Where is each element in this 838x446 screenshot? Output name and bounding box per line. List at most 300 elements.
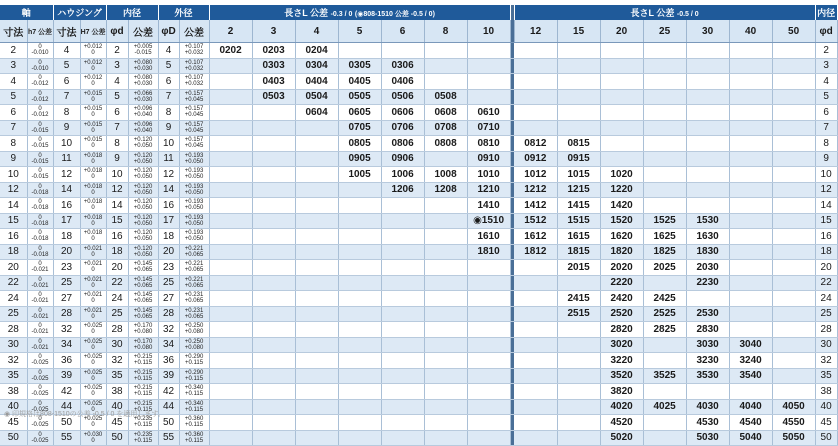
outer-diameter-tolerance-cell-value: +0.193 bbox=[184, 168, 204, 175]
outer-diameter-tolerance-cell-value: +0.045 bbox=[184, 143, 204, 150]
part-number-cell bbox=[729, 244, 772, 260]
outer-diameter-cell: 20 bbox=[158, 244, 179, 260]
part-number-cell bbox=[424, 198, 467, 214]
housing-H7-tolerance-cell-value: 0 bbox=[91, 298, 95, 305]
part-number-cell bbox=[729, 89, 772, 105]
shaft-h7-tolerance-cell bbox=[27, 306, 53, 322]
inner-diameter-right-cell: 30 bbox=[815, 337, 837, 353]
part-number-cell bbox=[686, 89, 729, 105]
part-number-cell bbox=[295, 151, 338, 167]
housing-H7-tolerance-cell bbox=[80, 136, 106, 152]
shaft-h7-tolerance-cell bbox=[27, 58, 53, 74]
part-number-cell bbox=[295, 244, 338, 260]
housing-H7-tolerance-cell bbox=[80, 368, 106, 384]
shaft-h7-tolerance-cell-value: -0.021 bbox=[31, 313, 49, 320]
part-number-cell bbox=[295, 430, 338, 446]
part-number-cell: 0203 bbox=[252, 43, 295, 59]
part-number-cell bbox=[772, 182, 815, 198]
part-number-cell: 0805 bbox=[338, 136, 381, 152]
col-header-phi-d: φd bbox=[106, 20, 128, 43]
shaft-h7-tolerance-cell-value: -0.012 bbox=[31, 96, 49, 103]
header-length-left bbox=[209, 5, 510, 20]
part-number-cell bbox=[600, 58, 643, 74]
length-right-tolerance: -0.5 / 0 bbox=[676, 11, 699, 18]
part-number-cell bbox=[252, 306, 295, 322]
part-number-cell bbox=[557, 105, 600, 121]
housing-H7-tolerance-cell-value: +0.025 bbox=[83, 338, 103, 345]
outer-diameter-tolerance-cell-value: +0.221 bbox=[184, 245, 204, 252]
part-number-cell: 0506 bbox=[381, 89, 424, 105]
table-row bbox=[0, 368, 837, 384]
housing-size-cell: 34 bbox=[53, 337, 80, 353]
housing-size-cell: 11 bbox=[53, 151, 80, 167]
inner-diameter-cell: 3 bbox=[106, 58, 128, 74]
inner-diameter-right-cell: 10 bbox=[815, 167, 837, 183]
housing-H7-tolerance-cell-value: +0.015 bbox=[83, 106, 103, 113]
shaft-h7-tolerance-cell-value: 0 bbox=[38, 261, 42, 268]
part-number-cell bbox=[686, 105, 729, 121]
part-number-cell bbox=[643, 58, 686, 74]
outer-diameter-tolerance-cell-value: +0.221 bbox=[184, 261, 204, 268]
part-number-cell bbox=[772, 275, 815, 291]
shaft-size-cell: 50 bbox=[0, 430, 27, 446]
outer-diameter-tolerance-cell bbox=[179, 399, 209, 415]
inner-diameter-right-cell: 25 bbox=[815, 306, 837, 322]
part-number-cell: 1830 bbox=[686, 244, 729, 260]
outer-diameter-cell: 39 bbox=[158, 368, 179, 384]
part-number-cell bbox=[295, 353, 338, 369]
outer-diameter-cell: 42 bbox=[158, 384, 179, 400]
part-number-cell bbox=[338, 399, 381, 415]
part-number-cell bbox=[643, 384, 686, 400]
inner-diameter-tolerance-cell-value: +0.040 bbox=[133, 127, 153, 134]
outer-diameter-tolerance-cell bbox=[179, 368, 209, 384]
housing-H7-tolerance-cell bbox=[80, 430, 106, 446]
outer-diameter-tolerance-cell-value: +0.107 bbox=[184, 75, 204, 82]
part-number-cell: 1410 bbox=[467, 198, 510, 214]
part-number-cell: 0204 bbox=[295, 43, 338, 59]
housing-size-cell: 39 bbox=[53, 368, 80, 384]
inner-diameter-right-cell: 50 bbox=[815, 430, 837, 446]
inner-diameter-right-cell: 5 bbox=[815, 89, 837, 105]
outer-diameter-tolerance-cell-value: +0.290 bbox=[184, 354, 204, 361]
part-number-cell: 4020 bbox=[600, 399, 643, 415]
part-number-cell: 0403 bbox=[252, 74, 295, 90]
part-number-cell bbox=[514, 415, 557, 431]
housing-H7-tolerance-cell bbox=[80, 337, 106, 353]
inner-diameter-tolerance-cell bbox=[128, 43, 158, 59]
housing-H7-tolerance-cell bbox=[80, 275, 106, 291]
col-header-length-right: 50 bbox=[772, 20, 815, 43]
shaft-h7-tolerance-cell-value: 0 bbox=[38, 168, 42, 175]
housing-H7-tolerance-cell bbox=[80, 322, 106, 338]
part-number-cell bbox=[424, 43, 467, 59]
part-number-cell bbox=[514, 260, 557, 276]
inner-diameter-cell: 38 bbox=[106, 384, 128, 400]
shaft-h7-tolerance-cell bbox=[27, 430, 53, 446]
housing-size-cell: 9 bbox=[53, 120, 80, 136]
part-number-cell bbox=[514, 430, 557, 446]
part-number-cell bbox=[424, 260, 467, 276]
housing-size-cell: 10 bbox=[53, 136, 80, 152]
col-header-size: 寸法 bbox=[0, 20, 27, 43]
outer-diameter-tolerance-cell-value: +0.115 bbox=[185, 360, 204, 367]
outer-diameter-tolerance-cell bbox=[179, 384, 209, 400]
part-number-cell bbox=[381, 368, 424, 384]
part-number-cell bbox=[381, 415, 424, 431]
col-header-length-left: 2 bbox=[209, 20, 252, 43]
housing-H7-tolerance-cell-value: +0.015 bbox=[83, 90, 103, 97]
part-number-cell bbox=[295, 275, 338, 291]
part-number-cell bbox=[467, 275, 510, 291]
part-number-cell bbox=[772, 306, 815, 322]
part-number-cell: 1412 bbox=[514, 198, 557, 214]
part-number-cell bbox=[643, 89, 686, 105]
part-number-cell bbox=[643, 275, 686, 291]
part-number-cell: 1530 bbox=[686, 213, 729, 229]
outer-diameter-tolerance-cell-value: +0.193 bbox=[184, 199, 204, 206]
part-number-cell: 0505 bbox=[338, 89, 381, 105]
inner-diameter-tolerance-cell-value: +0.115 bbox=[134, 406, 153, 413]
housing-H7-tolerance-cell-value: +0.025 bbox=[83, 385, 103, 392]
part-number-cell bbox=[338, 229, 381, 245]
housing-H7-tolerance-cell-value: +0.025 bbox=[83, 369, 103, 376]
part-number-cell: 0306 bbox=[381, 58, 424, 74]
shaft-h7-tolerance-cell bbox=[27, 260, 53, 276]
part-number-cell bbox=[424, 368, 467, 384]
part-number-cell bbox=[600, 43, 643, 59]
part-number-cell: 2220 bbox=[600, 275, 643, 291]
shaft-size-cell: 6 bbox=[0, 105, 27, 121]
outer-diameter-cell: 27 bbox=[158, 291, 179, 307]
housing-H7-tolerance-cell-value: 0 bbox=[91, 236, 95, 243]
housing-H7-tolerance-cell-value: 0 bbox=[91, 189, 95, 196]
part-number-cell bbox=[557, 43, 600, 59]
outer-diameter-tolerance-cell-value: +0.080 bbox=[184, 329, 204, 336]
part-number-cell bbox=[295, 120, 338, 136]
table-row bbox=[0, 337, 837, 353]
part-number-cell bbox=[252, 213, 295, 229]
outer-diameter-tolerance-cell bbox=[179, 244, 209, 260]
shaft-h7-tolerance-cell bbox=[27, 244, 53, 260]
shaft-h7-tolerance-cell-value: 0 bbox=[38, 292, 42, 299]
part-number-cell bbox=[381, 430, 424, 446]
housing-size-cell: 16 bbox=[53, 198, 80, 214]
part-number-cell bbox=[338, 182, 381, 198]
shaft-size-cell: 35 bbox=[0, 368, 27, 384]
outer-diameter-tolerance-cell-value: +0.045 bbox=[184, 96, 204, 103]
outer-diameter-tolerance-cell-value: +0.157 bbox=[184, 137, 204, 144]
outer-diameter-tolerance-cell bbox=[179, 213, 209, 229]
part-number-cell bbox=[772, 213, 815, 229]
inner-diameter-tolerance-cell-value: +0.050 bbox=[133, 158, 153, 165]
housing-H7-tolerance-cell-value: 0 bbox=[91, 422, 95, 429]
outer-diameter-tolerance-cell bbox=[179, 182, 209, 198]
inner-diameter-tolerance-cell-value: +0.170 bbox=[133, 338, 153, 345]
inner-diameter-cell: 15 bbox=[106, 213, 128, 229]
table-row bbox=[0, 58, 837, 74]
housing-H7-tolerance-cell bbox=[80, 74, 106, 90]
housing-H7-tolerance-cell-value: +0.021 bbox=[83, 276, 103, 283]
housing-H7-tolerance-cell-value: 0 bbox=[91, 251, 95, 258]
inner-diameter-tolerance-cell bbox=[128, 213, 158, 229]
inner-diameter-tolerance-cell-value: +0.115 bbox=[134, 422, 153, 429]
housing-size-cell: 7 bbox=[53, 89, 80, 105]
part-number-cell bbox=[729, 167, 772, 183]
inner-diameter-cell: 35 bbox=[106, 368, 128, 384]
outer-diameter-tolerance-cell-value: +0.045 bbox=[184, 127, 204, 134]
shaft-h7-tolerance-cell-value: 0 bbox=[38, 44, 42, 51]
part-number-cell bbox=[600, 151, 643, 167]
part-number-cell bbox=[381, 306, 424, 322]
inner-diameter-cell: 18 bbox=[106, 244, 128, 260]
inner-diameter-right-cell: 32 bbox=[815, 353, 837, 369]
outer-diameter-tolerance-cell-value: +0.360 bbox=[184, 431, 204, 438]
col-header-length-right: 40 bbox=[729, 20, 772, 43]
part-number-cell bbox=[467, 384, 510, 400]
part-number-cell bbox=[295, 322, 338, 338]
outer-diameter-cell: 18 bbox=[158, 229, 179, 245]
part-number-cell: 1515 bbox=[557, 213, 600, 229]
outer-diameter-cell: 55 bbox=[158, 430, 179, 446]
inner-diameter-cell: 14 bbox=[106, 198, 128, 214]
part-number-cell bbox=[729, 260, 772, 276]
part-number-cell bbox=[424, 430, 467, 446]
inner-diameter-right-cell: 8 bbox=[815, 136, 837, 152]
inner-diameter-tolerance-cell-value: +0.215 bbox=[133, 354, 153, 361]
inner-diameter-cell: 32 bbox=[106, 353, 128, 369]
housing-H7-tolerance-cell bbox=[80, 291, 106, 307]
outer-diameter-cell: 7 bbox=[158, 89, 179, 105]
outer-diameter-tolerance-cell-value: +0.340 bbox=[184, 400, 204, 407]
shaft-size-cell: 24 bbox=[0, 291, 27, 307]
part-number-cell bbox=[424, 399, 467, 415]
part-number-cell bbox=[729, 322, 772, 338]
inner-diameter-cell: 5 bbox=[106, 89, 128, 105]
inner-diameter-tolerance-cell bbox=[128, 198, 158, 214]
shaft-size-cell: 9 bbox=[0, 151, 27, 167]
outer-diameter-tolerance-cell bbox=[179, 353, 209, 369]
part-number-cell bbox=[295, 399, 338, 415]
inner-diameter-tolerance-cell-value: +0.050 bbox=[133, 174, 153, 181]
inner-diameter-right-cell: 2 bbox=[815, 43, 837, 59]
part-number-cell: 1625 bbox=[643, 229, 686, 245]
inner-diameter-tolerance-cell bbox=[128, 229, 158, 245]
part-number-cell bbox=[686, 120, 729, 136]
housing-size-cell: 17 bbox=[53, 213, 80, 229]
housing-H7-tolerance-cell-value: 0 bbox=[91, 267, 95, 274]
shaft-h7-tolerance-cell-value: -0.010 bbox=[31, 65, 49, 72]
shaft-h7-tolerance-cell bbox=[27, 120, 53, 136]
inner-diameter-tolerance-cell bbox=[128, 291, 158, 307]
shaft-size-cell: 16 bbox=[0, 229, 27, 245]
part-number-cell bbox=[729, 291, 772, 307]
part-number-cell bbox=[729, 182, 772, 198]
shaft-h7-tolerance-cell bbox=[27, 198, 53, 214]
part-number-cell: 1006 bbox=[381, 167, 424, 183]
part-number-cell bbox=[467, 353, 510, 369]
part-number-cell: 1525 bbox=[643, 213, 686, 229]
inner-diameter-cell: 7 bbox=[106, 120, 128, 136]
shaft-size-cell: 32 bbox=[0, 353, 27, 369]
outer-diameter-tolerance-cell-value: +0.250 bbox=[184, 338, 204, 345]
length-left-tolerance: -0.3 / 0 bbox=[330, 11, 353, 18]
housing-H7-tolerance-cell bbox=[80, 120, 106, 136]
part-number-cell bbox=[381, 353, 424, 369]
part-number-cell: 1815 bbox=[557, 244, 600, 260]
table-row bbox=[0, 167, 837, 183]
outer-diameter-cell: 36 bbox=[158, 353, 179, 369]
shaft-h7-tolerance-cell bbox=[27, 213, 53, 229]
part-number-cell: 1615 bbox=[557, 229, 600, 245]
inner-diameter-tolerance-cell-value: +0.215 bbox=[133, 385, 153, 392]
part-number-cell bbox=[514, 43, 557, 59]
part-number-cell bbox=[209, 384, 252, 400]
outer-diameter-tolerance-cell bbox=[179, 430, 209, 446]
housing-H7-tolerance-cell-value: +0.025 bbox=[83, 354, 103, 361]
housing-H7-tolerance-cell bbox=[80, 198, 106, 214]
part-number-cell: 5030 bbox=[686, 430, 729, 446]
outer-diameter-cell: 8 bbox=[158, 105, 179, 121]
part-number-cell bbox=[729, 105, 772, 121]
part-number-cell: 1415 bbox=[557, 198, 600, 214]
inner-diameter-right-cell: 20 bbox=[815, 260, 837, 276]
part-number-cell bbox=[467, 368, 510, 384]
table-row bbox=[0, 151, 837, 167]
part-number-cell bbox=[643, 105, 686, 121]
part-number-cell: 3525 bbox=[643, 368, 686, 384]
part-number-cell: 4540 bbox=[729, 415, 772, 431]
part-number-cell bbox=[772, 384, 815, 400]
housing-H7-tolerance-cell-value: 0 bbox=[91, 81, 95, 88]
housing-H7-tolerance-cell-value: 0 bbox=[91, 437, 95, 444]
part-number-cell bbox=[514, 74, 557, 90]
outer-diameter-tolerance-cell-value: +0.050 bbox=[184, 189, 204, 196]
inner-diameter-right-cell: 28 bbox=[815, 322, 837, 338]
footnote: ◉ 印規格は808-1510の公差 -0.5 / 0 を適用します。 bbox=[4, 411, 165, 418]
part-number-cell bbox=[209, 182, 252, 198]
part-number-cell: 2825 bbox=[643, 322, 686, 338]
part-number-cell bbox=[424, 244, 467, 260]
outer-diameter-cell: 17 bbox=[158, 213, 179, 229]
part-number-cell: 0503 bbox=[252, 89, 295, 105]
part-number-cell bbox=[295, 229, 338, 245]
shaft-h7-tolerance-cell-value: 0 bbox=[38, 431, 42, 438]
part-number-cell bbox=[295, 260, 338, 276]
part-number-cell bbox=[729, 43, 772, 59]
shaft-size-cell: 18 bbox=[0, 244, 27, 260]
part-number-cell bbox=[772, 43, 815, 59]
part-number-cell bbox=[643, 337, 686, 353]
part-number-cell bbox=[252, 198, 295, 214]
header-outer-diameter: 外径 bbox=[158, 5, 209, 20]
part-number-cell: 0608 bbox=[424, 105, 467, 121]
outer-diameter-tolerance-cell bbox=[179, 74, 209, 90]
housing-size-cell: 18 bbox=[53, 229, 80, 245]
inner-diameter-tolerance-cell-value: +0.120 bbox=[133, 168, 153, 175]
housing-size-cell: 28 bbox=[53, 306, 80, 322]
housing-size-cell: 8 bbox=[53, 105, 80, 121]
part-number-cell: 0604 bbox=[295, 105, 338, 121]
shaft-h7-tolerance-cell-value: -0.025 bbox=[31, 406, 49, 413]
inner-diameter-tolerance-cell-value: +0.120 bbox=[133, 245, 153, 252]
part-number-cell bbox=[643, 43, 686, 59]
part-number-cell bbox=[338, 368, 381, 384]
part-number-cell bbox=[514, 89, 557, 105]
inner-diameter-right-cell: 4 bbox=[815, 74, 837, 90]
shaft-h7-tolerance-cell bbox=[27, 384, 53, 400]
inner-diameter-tolerance-cell-value: -0.015 bbox=[134, 50, 152, 57]
part-number-cell bbox=[295, 415, 338, 431]
part-number-cell bbox=[424, 415, 467, 431]
part-number-cell: 0915 bbox=[557, 151, 600, 167]
part-number-cell bbox=[209, 74, 252, 90]
housing-H7-tolerance-cell-value: 0 bbox=[91, 127, 95, 134]
inner-diameter-tolerance-cell bbox=[128, 322, 158, 338]
inner-diameter-tolerance-cell-value: +0.120 bbox=[133, 183, 153, 190]
table-row bbox=[0, 182, 837, 198]
part-number-cell bbox=[643, 120, 686, 136]
inner-diameter-tolerance-cell-value: +0.065 bbox=[133, 298, 153, 305]
part-number-cell: 1012 bbox=[514, 167, 557, 183]
part-number-cell: 0406 bbox=[381, 74, 424, 90]
part-number-cell bbox=[252, 182, 295, 198]
inner-diameter-tolerance-cell bbox=[128, 430, 158, 446]
part-number-cell bbox=[600, 120, 643, 136]
part-number-cell bbox=[557, 120, 600, 136]
outer-diameter-tolerance-cell-value: +0.360 bbox=[184, 416, 204, 423]
shaft-h7-tolerance-cell-value: 0 bbox=[38, 214, 42, 221]
outer-diameter-tolerance-cell-value: +0.193 bbox=[184, 183, 204, 190]
part-number-cell bbox=[252, 368, 295, 384]
outer-diameter-tolerance-cell-value: +0.050 bbox=[184, 174, 204, 181]
inner-diameter-right-cell: 16 bbox=[815, 229, 837, 245]
shaft-h7-tolerance-cell-value: 0 bbox=[38, 385, 42, 392]
outer-diameter-tolerance-cell-value: +0.107 bbox=[184, 44, 204, 51]
shaft-h7-tolerance-cell-value: 0 bbox=[38, 245, 42, 252]
part-number-cell bbox=[424, 291, 467, 307]
housing-H7-tolerance-cell-value: 0 bbox=[91, 282, 95, 289]
part-number-cell bbox=[252, 415, 295, 431]
housing-H7-tolerance-cell bbox=[80, 89, 106, 105]
outer-diameter-tolerance-cell-value: +0.065 bbox=[184, 313, 204, 320]
part-number-cell: 0812 bbox=[514, 136, 557, 152]
outer-diameter-cell: 6 bbox=[158, 74, 179, 90]
shaft-h7-tolerance-cell bbox=[27, 136, 53, 152]
shaft-h7-tolerance-cell-value: 0 bbox=[38, 230, 42, 237]
outer-diameter-tolerance-cell bbox=[179, 58, 209, 74]
housing-H7-tolerance-cell bbox=[80, 58, 106, 74]
housing-H7-tolerance-cell-value: +0.012 bbox=[83, 44, 103, 51]
shaft-h7-tolerance-cell-value: 0 bbox=[38, 90, 42, 97]
part-number-cell: 1008 bbox=[424, 167, 467, 183]
part-number-cell bbox=[252, 167, 295, 183]
inner-diameter-tolerance-cell-value: +0.030 bbox=[133, 96, 153, 103]
part-number-cell bbox=[295, 136, 338, 152]
part-number-cell: 2030 bbox=[686, 260, 729, 276]
inner-diameter-right-cell: 22 bbox=[815, 275, 837, 291]
shaft-h7-tolerance-cell-value: 0 bbox=[38, 106, 42, 113]
table-row bbox=[0, 229, 837, 245]
inner-diameter-cell: 12 bbox=[106, 182, 128, 198]
part-number-cell bbox=[381, 291, 424, 307]
outer-diameter-tolerance-cell-value: +0.340 bbox=[184, 385, 204, 392]
inner-diameter-cell: 16 bbox=[106, 229, 128, 245]
housing-size-cell: 25 bbox=[53, 275, 80, 291]
part-number-cell bbox=[557, 399, 600, 415]
col-header-length-left: 5 bbox=[338, 20, 381, 43]
inner-diameter-tolerance-cell-value: +0.235 bbox=[133, 416, 153, 423]
